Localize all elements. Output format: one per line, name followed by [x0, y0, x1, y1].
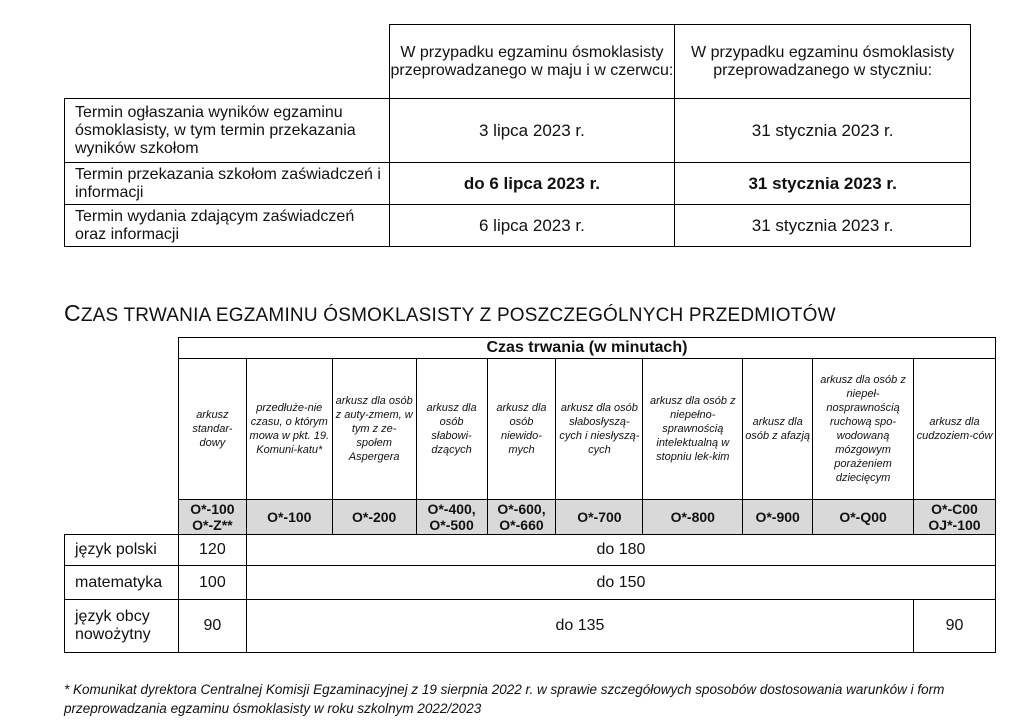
value-results-january: 31 stycznia 2023 r.: [675, 99, 971, 163]
desc-standard: arkusz standar-dowy: [178, 359, 246, 500]
desc-intellectual: arkusz dla osób z niepełno-sprawnością intelektualną w stopniu lek-kim: [643, 359, 743, 500]
column-header-january: W przypadku egzaminu ósmoklasisty przeprowadzanego w styczniu:: [675, 25, 971, 99]
desc-low-vision: arkusz dla osób słabowi-dzących: [416, 359, 487, 500]
row-label-certificates-to-schools: Termin przekazania szkołom zaświadczeń i informacji: [65, 163, 390, 205]
code-aphasia: O*-900: [743, 500, 813, 535]
exam-duration-table: [64, 337, 996, 653]
desc-autism: arkusz dla osób z auty-zmem, w tym z ze-społem Aspergera: [332, 359, 416, 500]
code-standard: O*-100 O*-Z**: [178, 500, 246, 535]
empty-cell: [65, 359, 179, 500]
section-heading: [64, 300, 836, 327]
value-certificates-january: 31 stycznia 2023 r.: [675, 163, 971, 205]
code-low-vision: O*-400, O*-500: [416, 500, 487, 535]
value-issue-june: 6 lipca 2023 r.: [389, 205, 675, 247]
desc-aphasia: arkusz dla osób z afazją: [743, 359, 813, 500]
row-label-issue-to-students: Termin wydania zdającym zaświadczeń oraz informacji: [65, 205, 390, 247]
empty-cell: [65, 500, 179, 535]
subject-math: matematyka: [65, 566, 179, 600]
code-extended-time: O*-100: [246, 500, 332, 535]
code-hearing: O*-700: [556, 500, 643, 535]
duration-header: Czas trwania (w minutach): [178, 338, 995, 359]
footnote: * Komunikat dyrektora Centralnej Komisji Egzaminacyjnej z 19 sierpnia 2022 r. w sprawie szczegółowych sposobów dostosowania warunków i form przeprowadzania egzaminu ósmoklasisty w roku szkolnym 2022/2023: [64, 682, 945, 716]
heading-rest: ZAS TRWANIA EGZAMINU ÓSMOKLASISTY Z POSZCZEGÓLNYCH PRZEDMIOTÓW: [80, 305, 836, 326]
standard-foreign-language: 90: [178, 600, 246, 653]
desc-extended-time: przedłuże-nie czasu, o którym mowa w pkt. 19. Komuni-katu*: [246, 359, 332, 500]
extended-polish: do 180: [246, 535, 995, 566]
code-blind: O*-600, O*-660: [487, 500, 556, 535]
empty-cell: [65, 338, 179, 359]
value-issue-january: 31 stycznia 2023 r.: [675, 205, 971, 247]
code-autism: O*-200: [332, 500, 416, 535]
desc-foreigners: arkusz dla cudzoziem-ców: [914, 359, 996, 500]
standard-math: 100: [178, 566, 246, 600]
subject-foreign-language: język obcy nowożytny: [65, 600, 179, 653]
column-header-may-june: W przypadku egzaminu ósmoklasisty przeprowadzanego w maju i w czerwcu:: [389, 25, 675, 99]
code-foreigners: O*-C00 OJ*-100: [914, 500, 996, 535]
code-intellectual: O*-800: [643, 500, 743, 535]
desc-hearing: arkusz dla osób słabosłyszą-cych i niesłyszą-cych: [556, 359, 643, 500]
row-label-results: Termin ogłaszania wyników egzaminu ósmoklasisty, w tym termin przekazania wyników szkołom: [65, 99, 390, 163]
heading-initial: C: [64, 300, 81, 326]
extended-math: do 150: [246, 566, 995, 600]
blank-corner-cell: [65, 25, 390, 99]
exam-terms-table: [64, 24, 971, 247]
value-results-june: 3 lipca 2023 r.: [389, 99, 675, 163]
standard-polish: 120: [178, 535, 246, 566]
foreigners-foreign-language: 90: [914, 600, 996, 653]
subject-polish: język polski: [65, 535, 179, 566]
value-certificates-june: do 6 lipca 2023 r.: [389, 163, 675, 205]
code-cerebral-palsy: O*-Q00: [813, 500, 914, 535]
desc-blind: arkusz dla osób niewido-mych: [487, 359, 556, 500]
extended-foreign-language: do 135: [246, 600, 913, 653]
desc-cerebral-palsy: arkusz dla osób z niepeł-nosprawnością ruchową spo-wodowaną mózgowym porażeniem dziecięcym: [813, 359, 914, 500]
